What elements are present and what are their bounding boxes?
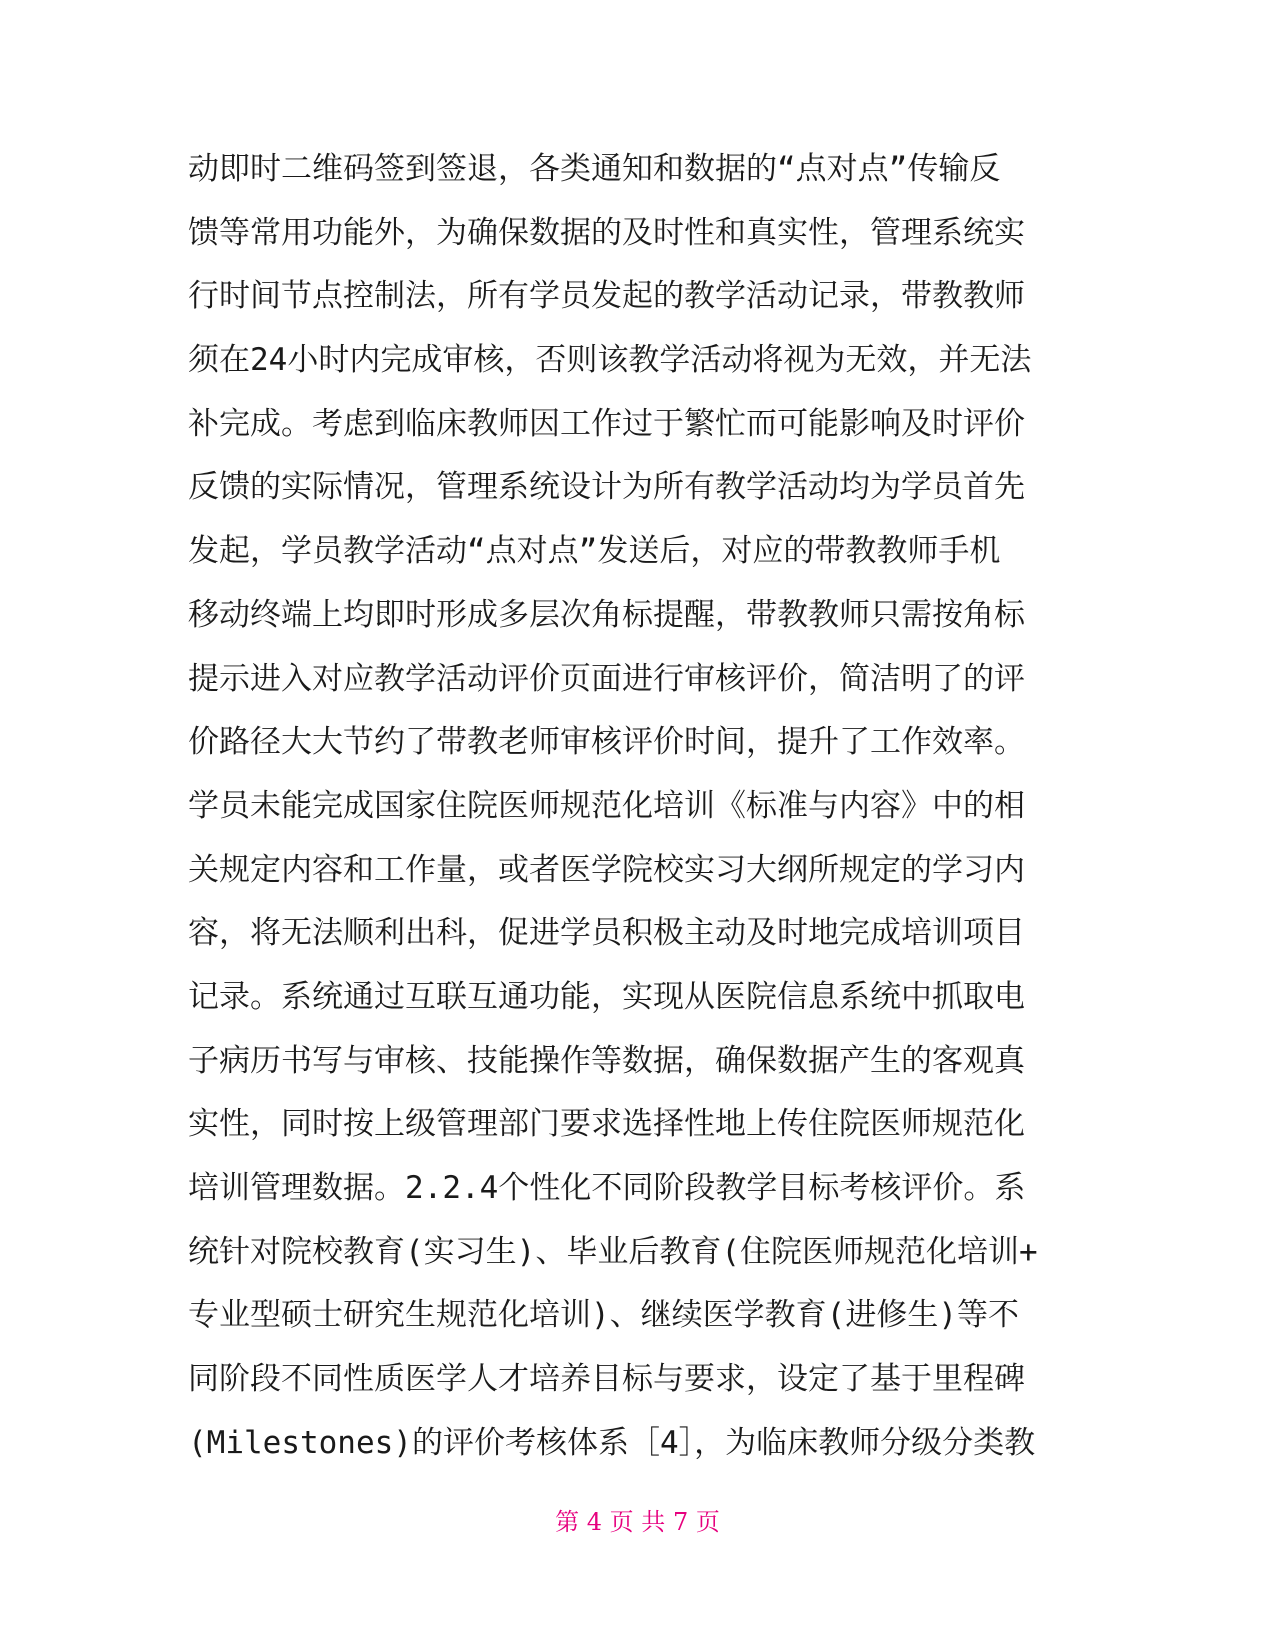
text-line: (Milestones)的评价考核体系［4］，为临床教师分级分类教	[188, 1424, 1036, 1461]
text-line: 容，将无法顺利出科，促进学员积极主动及时地完成培训项目	[188, 915, 1025, 952]
text-line: 补完成。考虑到临床教师因工作过于繁忙而可能影响及时评价	[188, 405, 1025, 442]
text-line: 提示进入对应教学活动评价页面进行审核评价，简洁明了的评	[188, 660, 1025, 697]
text-line: 馈等常用功能外，为确保数据的及时性和真实性，管理系统实	[188, 214, 1025, 251]
text-line: 专业型硕士研究生规范化培训)、继续医学教育(进修生)等不	[188, 1297, 1019, 1334]
text-line: 反馈的实际情况，管理系统设计为所有教学活动均为学员首先	[188, 469, 1025, 506]
text-line: 记录。系统通过互联互通功能，实现从医院信息系统中抓取电	[188, 978, 1025, 1015]
text-line: 培训管理数据。2.2.4个性化不同阶段教学目标考核评价。系	[188, 1170, 1026, 1206]
text-line: 学员未能完成国家住院医师规范化培训《标准与内容》中的相	[188, 787, 1025, 824]
text-line: 动即时二维码签到签退，各类通知和数据的“点对点”传输反	[188, 151, 1001, 187]
text-line: 子病历书写与审核、技能操作等数据，确保数据产生的客观真	[188, 1042, 1025, 1079]
text-line: 移动终端上均即时形成多层次角标提醒，带教教师只需按角标	[188, 596, 1025, 633]
page-number-footer: 第 4 页 共 7 页	[555, 1508, 720, 1536]
body-text	[188, 138, 1088, 1475]
text-line: 须在24小时内完成审核，否则该教学活动将视为无效，并无法	[188, 342, 1032, 379]
text-line: 价路径大大节约了带教老师审核评价时间，提升了工作效率。	[188, 724, 1025, 761]
text-line: 实性，同时按上级管理部门要求选择性地上传住院医师规范化	[188, 1106, 1025, 1143]
text-line: 统针对院校教育(实习生)、毕业后教育(住院医师规范化培训+	[188, 1233, 1038, 1270]
text-line: 关规定内容和工作量，或者医学院校实习大纲所规定的学习内	[188, 851, 1025, 888]
text-line: 同阶段不同性质医学人才培养目标与要求，设定了基于里程碑	[188, 1361, 1025, 1398]
text-line: 发起，学员教学活动“点对点”发送后，对应的带教教师手机	[188, 533, 1001, 570]
text-line: 行时间节点控制法，所有学员发起的教学活动记录，带教教师	[188, 278, 1025, 315]
